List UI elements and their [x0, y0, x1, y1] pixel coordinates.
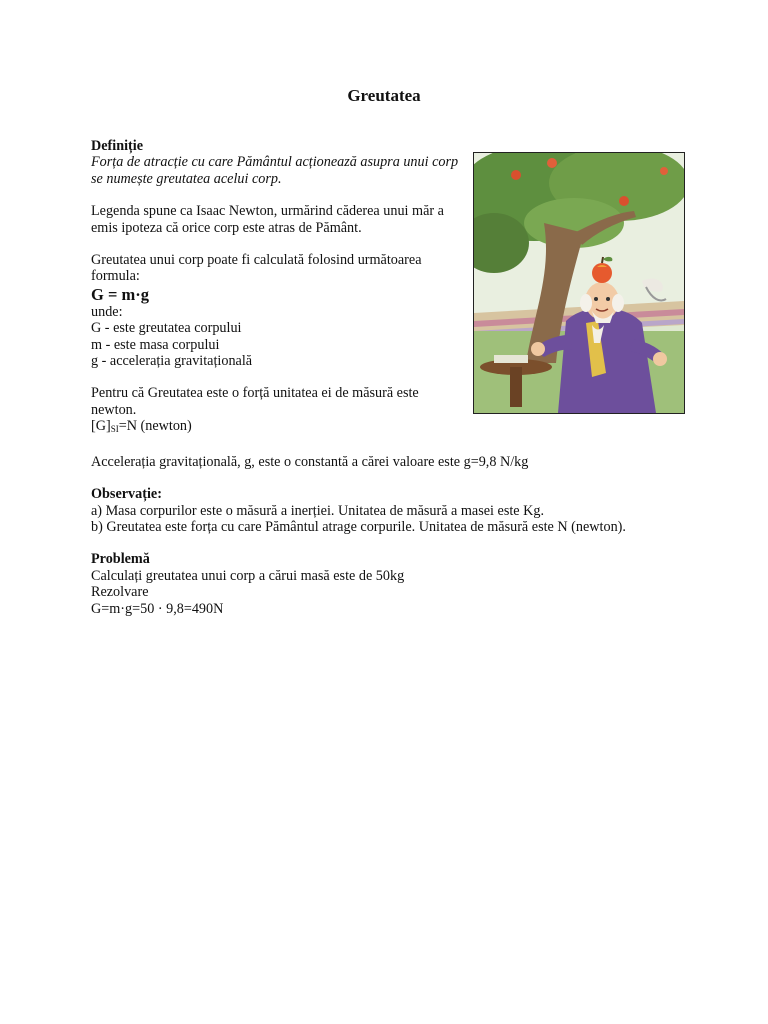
observation-item-b: b) Greutatea este forța cu care Pământul atrage corpurile. Unitatea de măsură este N (newton).: [91, 518, 626, 535]
definition-heading: Definiție: [91, 138, 144, 154]
unit-si-suffix: =N (newton): [118, 418, 192, 435]
formula-intro: Greutatea unui corp poate fi calculată folosind următoarea formula:: [91, 252, 422, 285]
definition-text: Forța de atracție cu care Pământul acționează asupra unui corp se numește greutatea acelui corp.: [91, 154, 459, 187]
page-title: Greutatea: [347, 86, 421, 105]
legend-text: Legenda spune ca Isaac Newton, urmărind căderea unui măr a emis ipoteza că orice corp este atras de Pământ.: [91, 203, 444, 236]
unit-si-prefix: [G]: [91, 418, 111, 435]
problem-heading: Problemă: [91, 551, 150, 568]
gravity-text: Accelerația gravitațională, g, este o constantă a cărei valoare este g=9,8 N/kg: [91, 453, 529, 470]
observation-item-a: a) Masa corpurilor este o măsură a inerției. Unitatea de măsură a masei este Kg.: [91, 502, 545, 519]
observation-heading: Observație:: [91, 486, 162, 503]
formula: G = m·g: [91, 284, 149, 304]
problem-statement: Calculați greutatea unui corp a cărui masă este de 50kg: [91, 567, 405, 584]
unit-si: [91, 418, 691, 437]
unit-si-subscript: SI: [110, 424, 119, 435]
newton-apple-tree-illustration: [473, 152, 685, 414]
where-label: unde:: [91, 303, 123, 320]
solution-label: Rezolvare: [91, 584, 149, 601]
unit-text: Pentru că Greutatea este o forță unitatea ei de măsură este newton.: [91, 385, 419, 418]
where-item-g: G - este greutatea corpului: [91, 320, 242, 337]
solution: G=m·g=50 · 9,8=490N: [91, 600, 224, 617]
where-item-accel: g - accelerația gravitațională: [91, 353, 253, 370]
where-item-m: m - este masa corpului: [91, 336, 220, 353]
